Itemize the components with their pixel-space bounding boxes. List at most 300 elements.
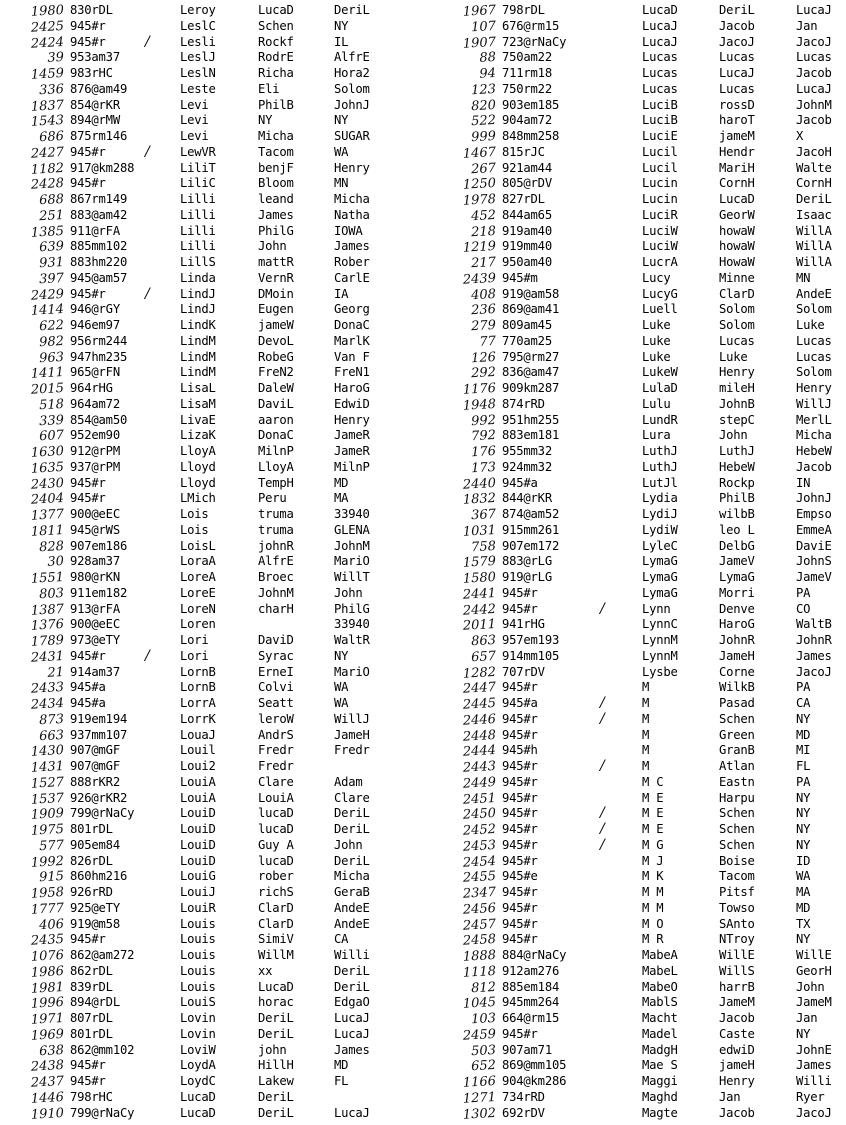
handwritten-number: 1551	[30, 570, 65, 587]
index-row	[4, 113, 424, 129]
relation-field-1: Towso	[719, 900, 755, 915]
record-code: 919am40	[502, 223, 552, 238]
record-code: 945#a	[502, 475, 538, 490]
record-code: 983rHC	[70, 66, 113, 80]
relation-field-2: MilnP	[334, 459, 370, 474]
index-row	[432, 917, 844, 933]
record-code: 839rDL	[70, 979, 113, 994]
handwritten-number: 126	[470, 349, 497, 366]
relation-field-2: EdwiD	[334, 396, 370, 411]
relation-field-2: MA	[334, 491, 349, 506]
index-row	[432, 901, 844, 917]
record-code: 915mm261	[502, 522, 560, 537]
relation-field-2: Henry	[796, 381, 832, 395]
name-field: LouiD	[180, 853, 216, 868]
relation-field-1: rober	[258, 869, 294, 884]
handwritten-number: 1411	[30, 365, 65, 382]
index-row	[432, 523, 844, 539]
record-code: 945#m	[502, 270, 538, 285]
handwritten-number: 2347	[462, 885, 497, 902]
name-field: LucyG	[642, 286, 678, 301]
handwritten-number: 279	[470, 318, 497, 335]
relation-field-1: DeriL	[719, 3, 755, 17]
name-field: LuthJ	[642, 444, 678, 458]
index-row	[4, 224, 424, 240]
index-row	[432, 822, 844, 838]
relation-field-1: JohnR	[719, 633, 755, 647]
handwritten-number: 1948	[462, 396, 497, 414]
relation-field-1: DaviL	[258, 396, 294, 411]
handwritten-number: 1909	[30, 806, 65, 823]
relation-field-2: MD	[334, 1058, 349, 1073]
name-field: LymaG	[642, 585, 678, 600]
relation-field-2: Van F	[334, 349, 370, 364]
handwritten-number: 1992	[30, 853, 65, 871]
index-row	[4, 302, 424, 318]
name-field: LindM	[180, 333, 216, 348]
record-code: 926rRD	[70, 885, 113, 899]
relation-field-2: JameM	[796, 995, 832, 1010]
relation-field-2: Adam	[334, 774, 363, 789]
handwritten-number: 1986	[30, 963, 65, 981]
relation-field-2: MN	[796, 270, 811, 285]
name-field: MabeL	[642, 963, 678, 978]
relation-field-2: MariO	[334, 664, 370, 679]
relation-field-2: DeriL	[334, 979, 370, 994]
handwritten-number: 336	[38, 81, 65, 99]
handwritten-number: 2454	[462, 853, 497, 871]
handwritten-number: 1969	[30, 1026, 65, 1044]
index-row	[4, 570, 424, 586]
name-field: LuciR	[642, 207, 678, 222]
name-field: Linda	[180, 270, 216, 285]
relation-field-1: Minne	[719, 270, 755, 285]
relation-field-2: JacoJ	[796, 1105, 832, 1120]
index-row	[4, 271, 424, 287]
relation-field-1: charH	[258, 601, 294, 616]
index-row	[432, 1027, 844, 1043]
index-row	[4, 539, 424, 555]
relation-field-1: mileH	[719, 381, 755, 395]
relation-field-2: ID	[796, 853, 811, 868]
record-code: 875rm146	[70, 129, 128, 143]
name-field: M E	[642, 822, 664, 836]
handwritten-number: 963	[38, 349, 65, 366]
relation-field-1: SimiV	[258, 932, 294, 947]
record-code: 900@eEC	[70, 507, 120, 521]
record-code: 799@rNaCy	[70, 806, 135, 821]
relation-field-2: JameH	[334, 727, 370, 742]
relation-field-1: truma	[258, 522, 294, 537]
handwritten-number: 2445	[462, 696, 497, 713]
record-code: 909km287	[502, 381, 560, 395]
record-code: 826rDL	[70, 853, 113, 868]
relation-field-1: Schen	[719, 806, 755, 821]
relation-field-2: JacoJ	[796, 664, 832, 679]
record-code: 945#r	[502, 790, 538, 805]
record-code: 925@eTY	[70, 900, 120, 915]
relation-field-2: TX	[796, 916, 811, 931]
relation-field-2: Henry	[334, 160, 370, 175]
relation-field-2: PA	[796, 585, 811, 600]
index-row	[432, 885, 844, 901]
index-row	[432, 728, 844, 744]
index-row	[4, 82, 424, 98]
record-code: 945#r	[70, 475, 106, 490]
index-row	[432, 397, 844, 413]
record-code: 862@am272	[70, 948, 135, 962]
name-field: M O	[642, 916, 664, 931]
relation-field-2: LucaJ	[796, 3, 832, 17]
relation-field-1: DeriL	[258, 1105, 294, 1120]
record-code: 707rDV	[502, 664, 545, 679]
record-code: 952em90	[70, 428, 120, 443]
index-row	[4, 381, 424, 397]
record-code: 937@rPM	[70, 459, 120, 474]
record-code: 924mm32	[502, 459, 552, 474]
relation-field-2: John	[334, 837, 363, 852]
index-row	[432, 1074, 844, 1090]
record-code: 947hm235	[70, 349, 128, 364]
relation-field-1: RodrE	[258, 50, 294, 65]
name-field: LisaM	[180, 396, 216, 411]
handwritten-number: 1635	[30, 459, 65, 477]
record-code: 956rm244	[70, 333, 128, 348]
record-code: 914mm105	[502, 648, 560, 663]
relation-field-1: Pitsf	[719, 885, 755, 899]
handwritten-number: 2015	[30, 381, 65, 398]
handwritten-number: 2434	[30, 696, 65, 713]
relation-field-2: IA	[334, 286, 349, 301]
relation-field-1: lucaD	[258, 806, 294, 821]
relation-field-2: Empso	[796, 507, 832, 521]
name-field: LivaE	[180, 412, 216, 427]
record-code: 945#r	[502, 759, 538, 773]
relation-field-2: Natha	[334, 207, 370, 222]
name-field: LornB	[180, 664, 216, 679]
index-row	[432, 633, 844, 649]
name-field: Lloyd	[180, 475, 216, 490]
relation-field-1: ClarD	[258, 916, 294, 931]
relation-field-1: CornH	[719, 176, 755, 191]
index-row	[4, 964, 424, 980]
name-field: Lura	[642, 428, 671, 443]
name-field: Levi	[180, 129, 209, 143]
handwritten-number: 1467	[462, 144, 497, 162]
name-field: Lovin	[180, 1026, 216, 1041]
relation-field-1: Micha	[258, 129, 294, 143]
relation-field-1: WillM	[258, 948, 294, 962]
record-code: 945#r	[502, 711, 538, 726]
record-code: 860hm216	[70, 869, 128, 884]
index-row	[432, 617, 844, 633]
relation-field-2: AndeE	[334, 900, 370, 915]
record-code: 921am44	[502, 160, 552, 175]
name-field: Lucas	[642, 50, 678, 65]
relation-field-2: Jan	[796, 18, 818, 33]
record-code: 945@rWS	[70, 522, 120, 537]
index-row	[432, 775, 844, 791]
relation-field-2: DeriL	[334, 853, 370, 868]
check-mark: /	[145, 33, 150, 50]
record-code: 945#r	[70, 34, 106, 49]
name-field: LuthJ	[642, 459, 678, 474]
handwritten-number: 803	[38, 585, 65, 603]
relation-field-1: JameV	[719, 554, 755, 569]
record-code: 980@rKN	[70, 570, 120, 584]
handwritten-number: 2435	[30, 932, 65, 949]
name-field: Lydia	[642, 491, 678, 506]
index-row	[4, 617, 424, 633]
name-field: LyleC	[642, 538, 678, 553]
index-row	[432, 1106, 844, 1122]
relation-field-1: Lucas	[719, 333, 755, 348]
name-field: LynnC	[642, 617, 678, 632]
record-code: 869@am41	[502, 302, 560, 317]
relation-field-1: DaviD	[258, 633, 294, 647]
relation-field-2: IL	[334, 34, 349, 49]
index-row	[4, 995, 424, 1011]
name-field: LymaG	[642, 570, 678, 584]
relation-field-2: MI	[796, 743, 811, 758]
relation-field-2: Jan	[796, 1011, 818, 1025]
handwritten-number: 2427	[30, 144, 65, 162]
name-field: Lois	[180, 522, 209, 537]
relation-field-2: JameR	[334, 428, 370, 443]
handwritten-number: 915	[38, 869, 65, 886]
name-field: Lucin	[642, 176, 678, 191]
name-field: Lucil	[642, 160, 678, 175]
name-field: LuciW	[642, 223, 678, 238]
relation-field-1: DonaC	[258, 428, 294, 443]
relation-field-1: DeriL	[258, 1089, 294, 1104]
record-code: 912am276	[502, 963, 560, 978]
relation-field-2: WillA	[796, 239, 832, 254]
check-mark: /	[600, 600, 605, 617]
relation-field-2: LucaJ	[334, 1105, 370, 1120]
index-row	[432, 82, 844, 98]
index-row	[432, 932, 844, 948]
relation-field-1: Henry	[719, 1074, 755, 1088]
index-row	[432, 129, 844, 145]
handwritten-number: 2459	[462, 1026, 497, 1044]
relation-field-1: horac	[258, 995, 294, 1010]
index-row	[4, 932, 424, 948]
handwritten-number: 176	[470, 444, 497, 461]
name-field: LouaJ	[180, 727, 216, 742]
relation-field-2: Georg	[334, 302, 370, 317]
index-row	[432, 255, 844, 271]
relation-field-2: JohnS	[796, 554, 832, 569]
handwritten-number: 863	[470, 633, 497, 650]
index-row	[432, 696, 844, 712]
relation-field-2: WA	[796, 869, 811, 884]
relation-field-1: Pasad	[719, 696, 755, 710]
relation-field-2: Isaac	[796, 207, 832, 222]
index-row	[432, 318, 844, 334]
name-field: MadgH	[642, 1042, 678, 1057]
relation-field-2: DeriL	[334, 963, 370, 978]
index-row	[432, 554, 844, 570]
relation-field-2: DeriL	[334, 822, 370, 836]
index-row	[432, 539, 844, 555]
index-row	[432, 444, 844, 460]
name-field: LindK	[180, 318, 216, 332]
relation-field-2: CO	[796, 601, 811, 616]
record-code: 945#r	[502, 822, 538, 836]
relation-field-1: Fredr	[258, 743, 294, 758]
relation-field-1: edwiD	[719, 1042, 755, 1057]
relation-field-1: xx	[258, 963, 273, 978]
handwritten-number: 1176	[462, 381, 497, 398]
relation-field-1: WilkB	[719, 680, 755, 695]
handwritten-number: 688	[38, 192, 65, 209]
relation-field-2: DeriL	[334, 806, 370, 821]
name-field: LucrA	[642, 255, 678, 269]
handwritten-number: 1975	[30, 822, 65, 839]
relation-field-2: PA	[796, 680, 811, 695]
relation-field-2: CornH	[796, 176, 832, 191]
relation-field-1: MilnP	[258, 444, 294, 458]
handwritten-number: 828	[38, 538, 65, 555]
record-code: 945#r	[70, 286, 106, 301]
handwritten-number: 173	[470, 459, 497, 477]
record-code: 945#r	[70, 18, 106, 33]
handwritten-number: 406	[38, 916, 65, 933]
name-field: LizaK	[180, 428, 216, 443]
name-field: LucaJ	[642, 34, 678, 49]
relation-field-1: DelbG	[719, 538, 755, 553]
relation-field-1: ErneI	[258, 664, 294, 679]
relation-field-1: John	[719, 428, 748, 443]
index-row	[432, 334, 844, 350]
index-row	[4, 145, 424, 161]
handwritten-number: 1907	[462, 34, 497, 52]
handwritten-number: 982	[38, 333, 65, 351]
name-field: Louil	[180, 743, 216, 758]
index-row	[4, 554, 424, 570]
relation-field-2: FL	[796, 759, 811, 773]
handwritten-number: 1527	[30, 774, 65, 792]
handwritten-number: 2443	[462, 759, 497, 776]
handwritten-number: 1387	[30, 601, 65, 619]
name-field: LydiW	[642, 522, 678, 537]
record-code: 945#e	[502, 869, 538, 884]
name-field: Maghd	[642, 1089, 678, 1104]
handwritten-number: 2455	[462, 869, 497, 886]
handwritten-number: 1302	[462, 1105, 497, 1123]
relation-field-1: GeorW	[719, 207, 755, 222]
relation-field-1: LouiA	[258, 790, 294, 805]
handwritten-number: 2425	[30, 18, 65, 36]
handwritten-number: 1385	[30, 223, 65, 241]
handwritten-number: 2433	[30, 680, 65, 697]
record-code: 815rJC	[502, 144, 545, 159]
relation-field-2: Solom	[796, 302, 832, 317]
relation-field-1: JohnB	[719, 396, 755, 411]
relation-field-2: LucaJ	[334, 1011, 370, 1025]
relation-field-2: PA	[796, 774, 811, 789]
record-code: 928am37	[70, 554, 120, 569]
relation-field-2: DaviE	[796, 538, 832, 553]
record-code: 770am25	[502, 333, 552, 348]
record-code: 867rm149	[70, 192, 128, 206]
relation-field-1: benjF	[258, 160, 294, 175]
relation-field-1: Fredr	[258, 759, 294, 773]
relation-field-2: James	[334, 239, 370, 254]
name-field: LynnM	[642, 648, 678, 663]
handwritten-number: 292	[470, 365, 497, 382]
relation-field-1: Luke	[719, 349, 748, 364]
handwritten-number: 607	[38, 428, 65, 445]
name-field: LouiD	[180, 806, 216, 821]
name-field: Luke	[642, 318, 671, 332]
record-code: 807rDL	[70, 1011, 113, 1025]
name-field: LeslN	[180, 66, 216, 80]
relation-field-2: FL	[334, 1074, 349, 1088]
index-row	[4, 35, 424, 51]
relation-field-2: NY	[334, 18, 349, 33]
index-row	[432, 302, 844, 318]
relation-field-2: MA	[796, 885, 811, 899]
record-code: 869@mm105	[502, 1058, 567, 1073]
relation-field-1: Hendr	[719, 144, 755, 159]
relation-field-2: HaroG	[334, 381, 370, 395]
handwritten-number: 2428	[30, 176, 65, 193]
name-field: LuciB	[642, 113, 678, 128]
handwritten-number: 2457	[462, 916, 497, 934]
record-code: 836@am47	[502, 365, 560, 380]
index-row	[432, 35, 844, 51]
relation-field-2: Clare	[334, 790, 370, 805]
check-mark: /	[600, 836, 605, 853]
handwritten-number: 217	[470, 255, 497, 272]
record-code: 919mm40	[502, 239, 552, 254]
handwritten-number: 2450	[462, 806, 497, 823]
record-code: 907am71	[502, 1042, 552, 1057]
index-row	[4, 680, 424, 696]
relation-field-2: IN	[796, 475, 811, 490]
name-field: LornB	[180, 680, 216, 695]
relation-field-2: Solom	[334, 81, 370, 96]
relation-field-1: Tacom	[258, 144, 294, 159]
index-row	[432, 964, 844, 980]
index-row	[432, 3, 844, 19]
relation-field-1: howaW	[719, 239, 755, 254]
index-row	[4, 1074, 424, 1090]
relation-field-1: Richa	[258, 66, 294, 80]
name-field: LynnM	[642, 633, 678, 647]
relation-field-1: Solom	[719, 302, 755, 317]
handwritten-number: 1832	[462, 491, 497, 508]
relation-field-2: PhilG	[334, 601, 370, 616]
record-code: 957em193	[502, 633, 560, 647]
relation-field-2: WillJ	[796, 396, 832, 411]
index-row	[432, 113, 844, 129]
relation-field-2: NY	[796, 932, 811, 947]
name-field: LindJ	[180, 286, 216, 301]
relation-field-1: Seatt	[258, 696, 294, 710]
handwritten-number: 1971	[30, 1011, 65, 1028]
index-row	[432, 350, 844, 366]
relation-field-1: Tacom	[719, 869, 755, 884]
relation-field-2: Luke	[796, 318, 825, 332]
relation-field-2: GLENA	[334, 522, 370, 537]
handwritten-number: 1430	[30, 743, 65, 760]
index-row	[432, 1011, 844, 1027]
handwritten-number: 1543	[30, 113, 65, 130]
relation-field-1: PhilG	[258, 223, 294, 238]
